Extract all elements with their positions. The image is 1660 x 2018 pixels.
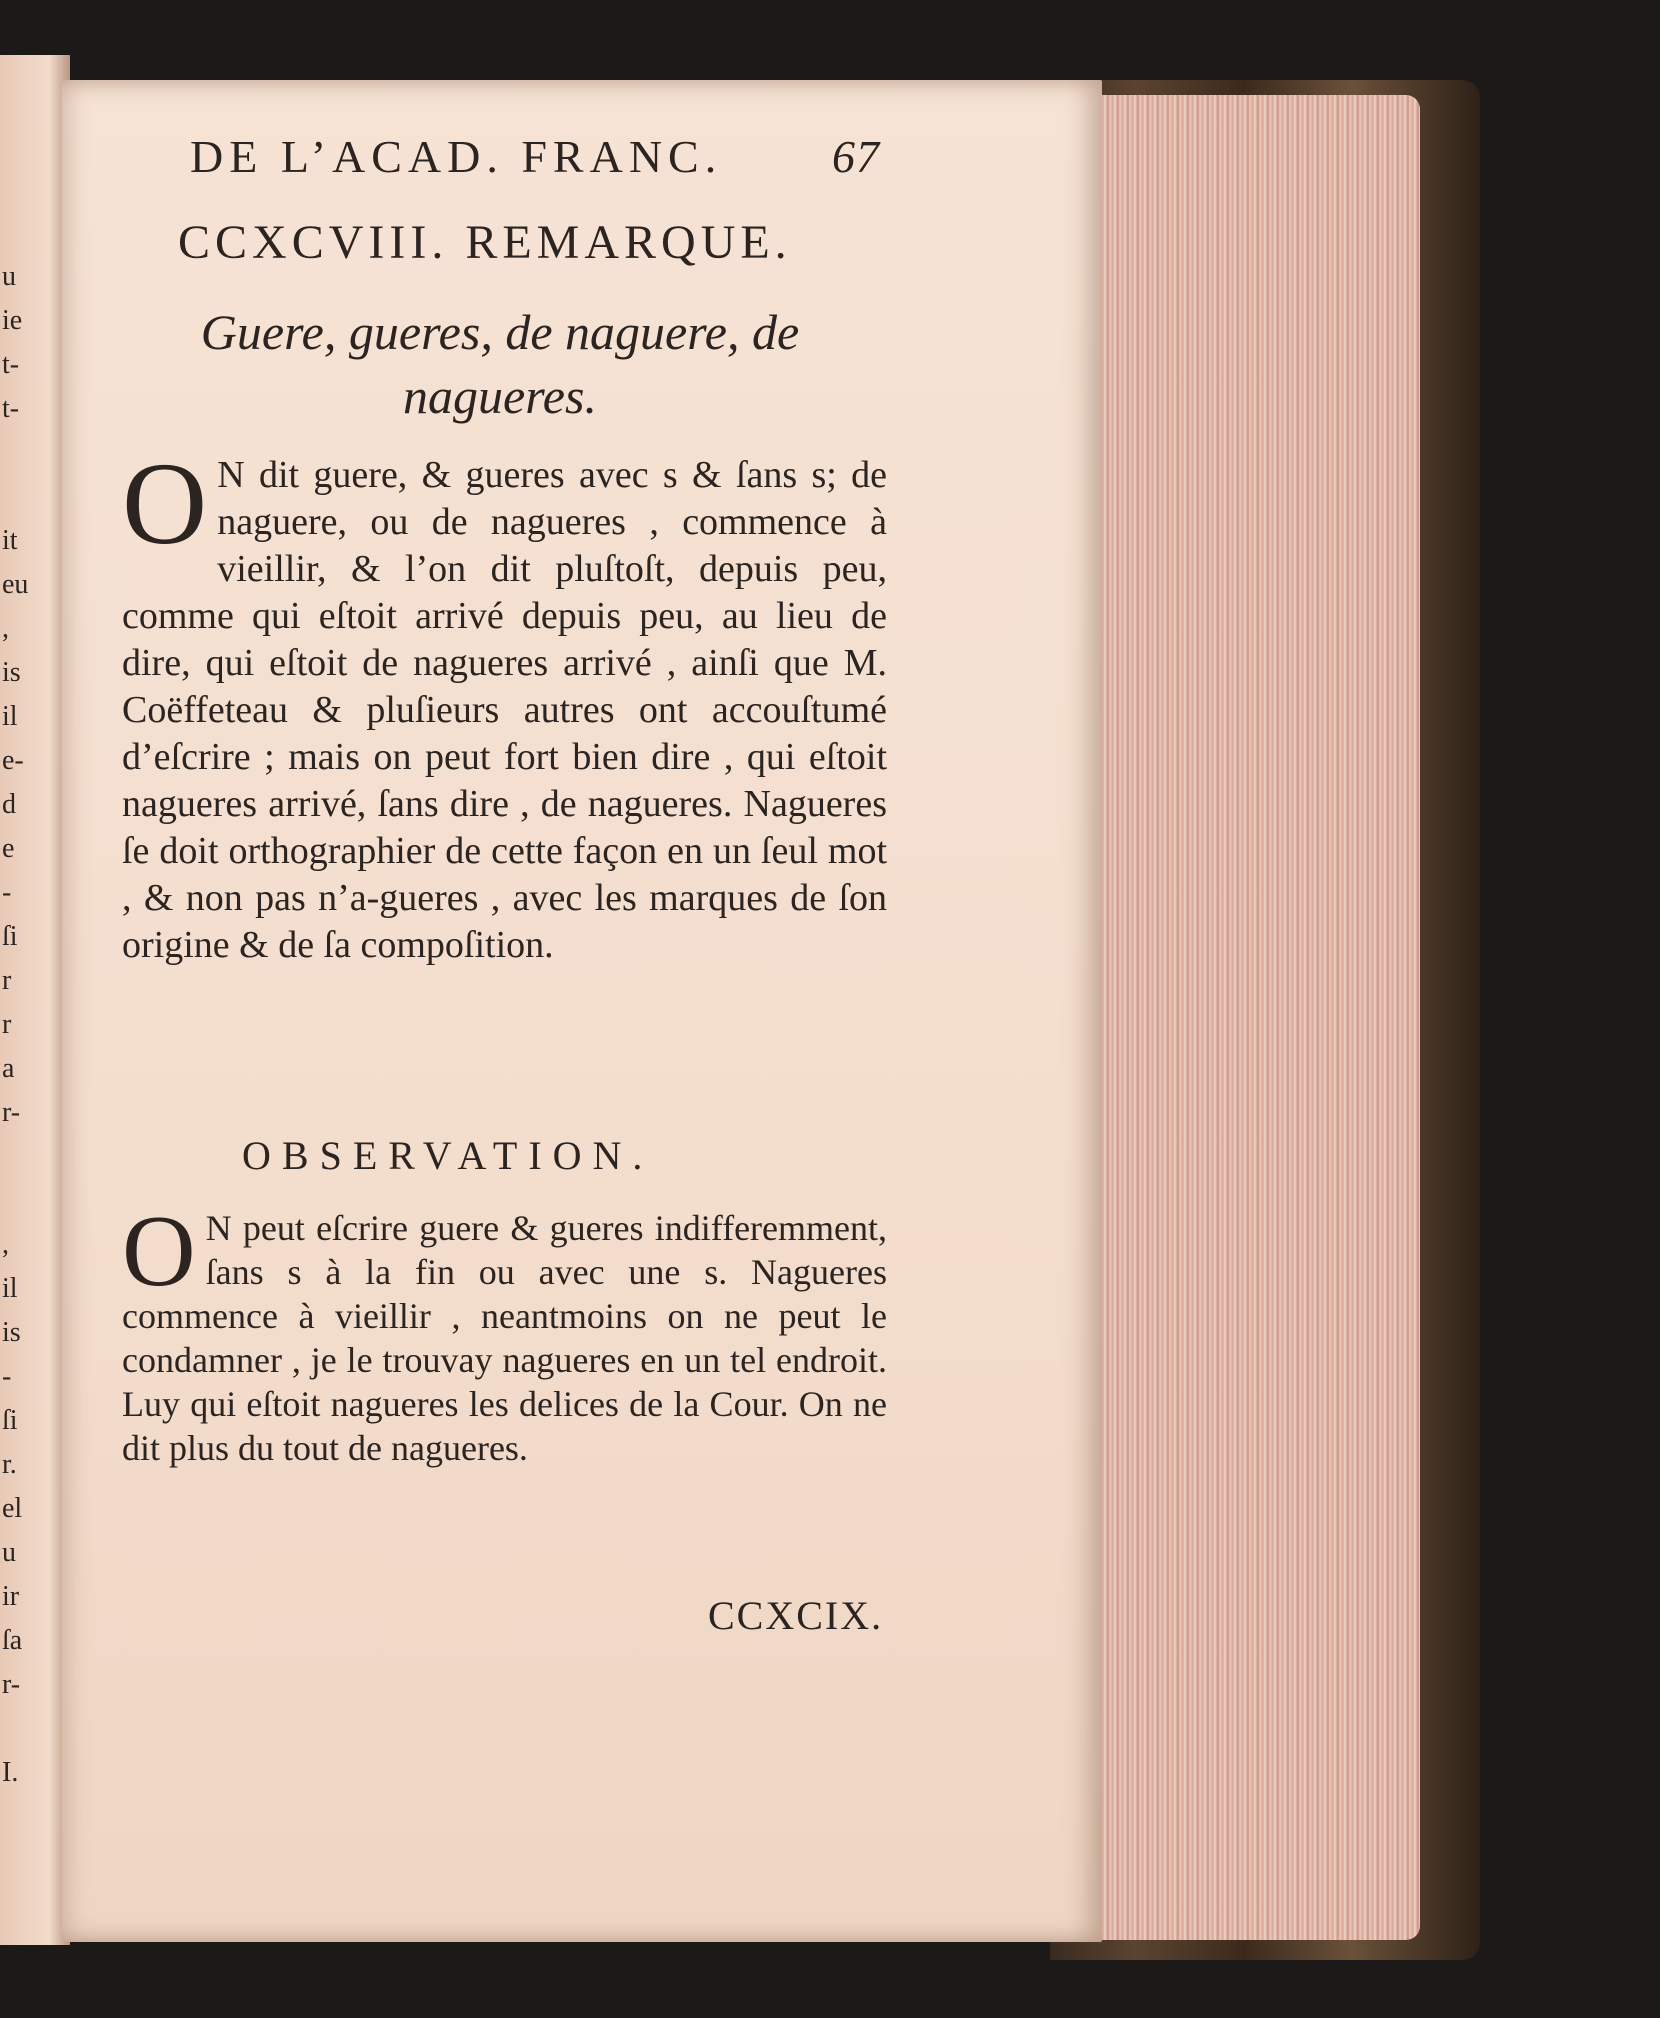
observation-paragraph: [122, 1195, 887, 1470]
remark-paragraph: [122, 438, 887, 969]
remark-title: CCXCVIII. REMARQUE.: [178, 216, 792, 269]
remark-subtitle: Guere, gueres, de naguere, de nagueres.: [200, 304, 800, 424]
left-page-edge: [0, 55, 70, 1945]
remark-text: N dit guere, & gueres avec s & ſans s; de naguere, ou de nagueres , commence à vieillir, & l’on dit pluſtoſt, depuis peu, comme qui eſtoit arrivé depuis peu, au lieu de dire, qui eſtoit de nagueres arrivé , ainſi que M. Coëffeteau & pluſieurs autres ont accouſtumé d’eſcrire ; mais on peut fort bien dire , qui eſtoit nagueres arrivé, ſans dire , de nagueres. Nagueres ſe doit orthographier de cette façon en un ſeul mot , & non pas n’a-gueres , avec les marques de ſon origine & de ſa compoſition.: [122, 454, 887, 966]
page-edges: [1080, 95, 1420, 1940]
header-title: DE L’ACAD. FRANC.: [190, 131, 723, 182]
page-number: 67: [832, 131, 880, 182]
observation-text: N peut eſcrire guere & gueres indifferemment, ſans s à la fin ou avec une s. Nagueres commence à vieillir , neantmoins on ne peut le condamner , je le trouvay nagueres en un tel endroit. Luy qui eſtoit nagueres les delices de la Cour. On ne dit plus du tout de nagueres.: [122, 1208, 887, 1468]
observation-heading: OBSERVATION.: [242, 1133, 654, 1178]
dropcap: O: [122, 1195, 196, 1308]
dropcap: O: [122, 438, 208, 569]
running-header: [190, 130, 880, 190]
catchword: CCXCIX.: [708, 1593, 884, 1638]
left-margin-fragments: u ie t- t- it eu , is il e- d e - ſi r r a r- , il is - ſi r. el u ir ſa r- I.: [2, 261, 29, 1788]
